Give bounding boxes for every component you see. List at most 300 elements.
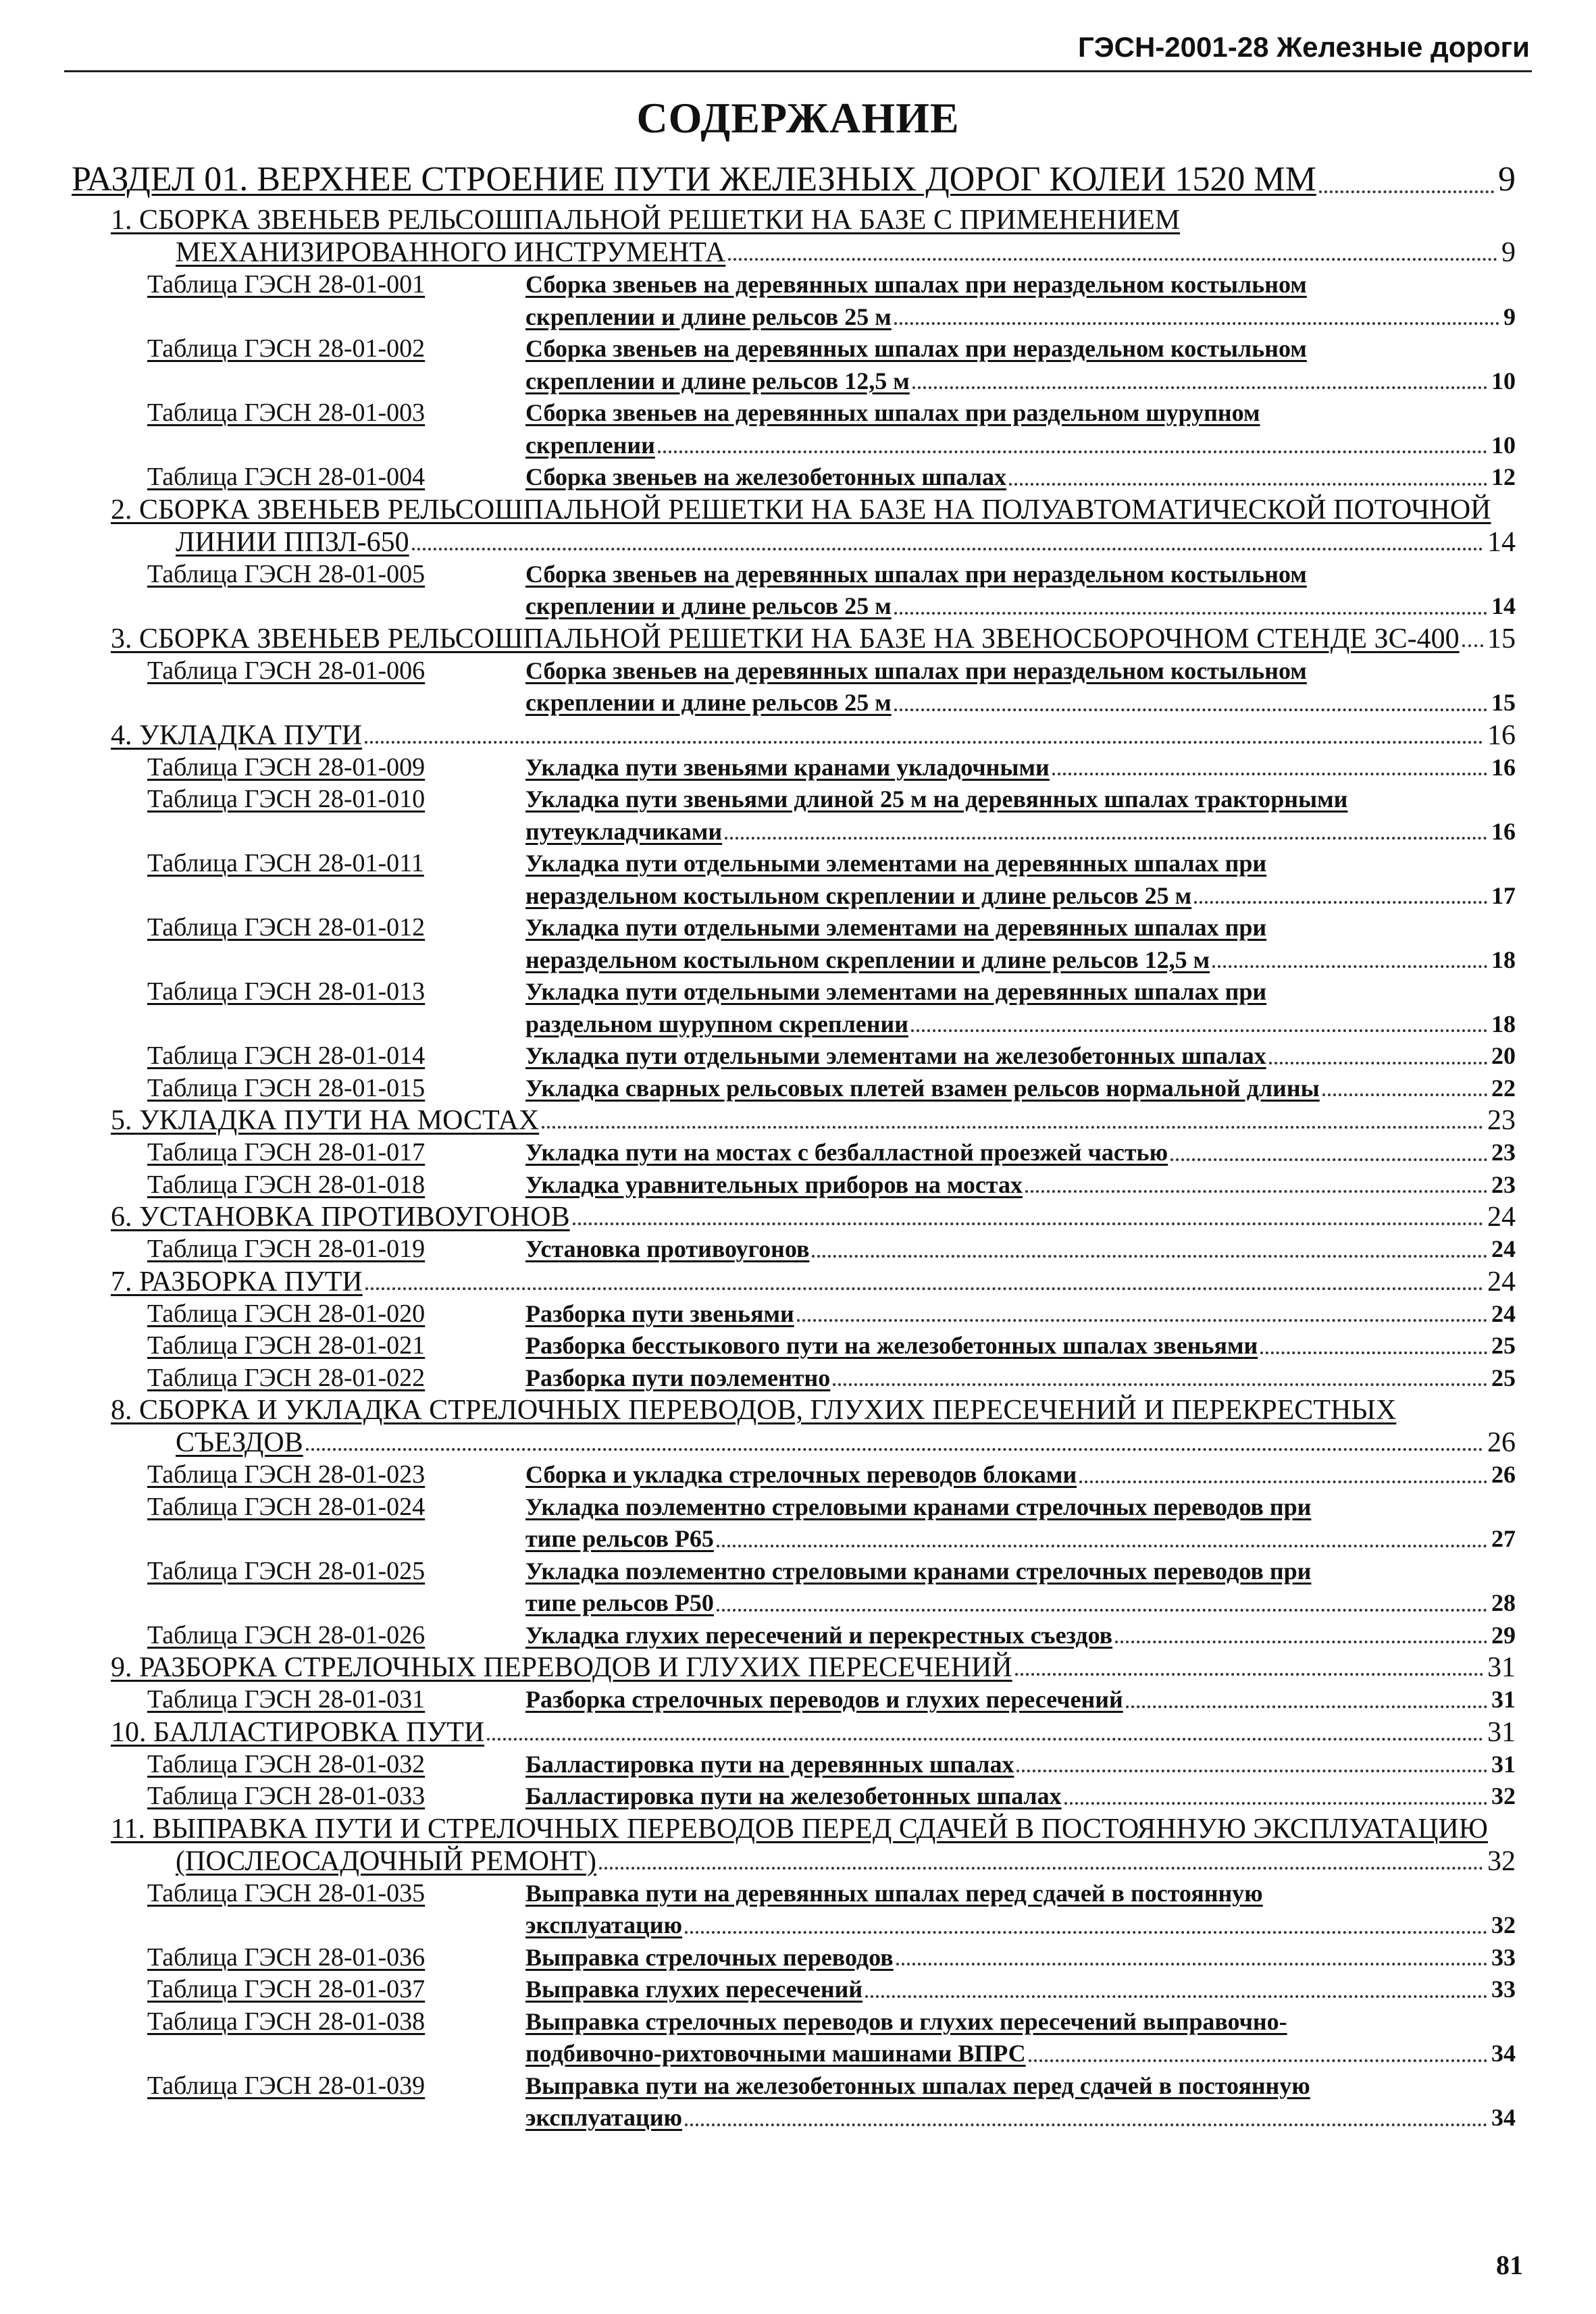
chapter-title-line: ЛИНИИ ППЗЛ-650 <box>176 526 409 558</box>
table-title-line: Укладка глухих пересечений и перекрестных съездов <box>525 1621 1113 1649</box>
dot-leader <box>365 1287 1483 1290</box>
table-title <box>525 269 1516 333</box>
dot-leader <box>1212 965 1487 968</box>
table-title-row <box>525 1169 1516 1202</box>
toc-table-entry[interactable] <box>147 655 1516 719</box>
table-title-row <box>525 1974 1516 2006</box>
table-title <box>525 559 1516 623</box>
dot-leader <box>1194 901 1487 904</box>
table-title-row <box>525 301 1516 334</box>
table-title <box>525 1491 1516 1555</box>
chapter-page: 26 <box>1487 1427 1516 1458</box>
table-title-line: скреплении <box>525 431 655 459</box>
table-page: 25 <box>1491 1364 1516 1391</box>
table-title-line: Разборка стрелочных переводов и глухих пересечений <box>525 1686 1123 1713</box>
table-title <box>525 976 1516 1040</box>
chapter-title-row <box>111 1426 1516 1459</box>
table-page: 23 <box>1491 1139 1516 1166</box>
dot-leader <box>894 709 1487 711</box>
table-title-line: скреплении и длине рельсов 12,5 м <box>525 367 910 394</box>
dot-leader <box>896 1963 1487 1965</box>
dot-leader <box>912 386 1487 389</box>
table-title-line: Укладка поэлементно стреловыми кранами стрелочных переводов при <box>525 1493 1312 1520</box>
toc-table-entry[interactable] <box>147 461 1516 494</box>
table-page: 31 <box>1491 1686 1516 1713</box>
chapter-title-line: 5. УКЛАДКА ПУТИ НА МОСТАХ <box>111 1105 540 1136</box>
table-number: Таблица ГЭСН 28-01-002 <box>147 334 426 363</box>
chapter-title-row <box>111 623 1516 655</box>
chapter-list <box>0 204 1596 2134</box>
table-title <box>525 1942 1516 1974</box>
table-page: 16 <box>1491 753 1516 781</box>
chapter-title-line: 9. РАЗБОРКА СТРЕЛОЧНЫХ ПЕРЕВОДОВ И ГЛУХИХ ПЕРЕСЕЧЕНИЙ <box>111 1652 1012 1683</box>
table-title <box>525 1233 1516 1266</box>
dot-leader <box>1322 1094 1487 1096</box>
table-page: 20 <box>1491 1042 1516 1069</box>
table-title-line: нераздельном костыльном скреплении и длине рельсов 25 м <box>525 881 1192 909</box>
chapter-title-row <box>111 1104 1516 1137</box>
chapter-title-line: СЪЕЗДОВ <box>176 1427 303 1458</box>
toc-table-entry[interactable] <box>147 1169 1516 1202</box>
table-title-line: Выправка стрелочных переводов и глухих пересечений выправочно- <box>525 2007 1287 2035</box>
table-page: 24 <box>1491 1235 1516 1262</box>
dot-leader <box>1126 1705 1487 1708</box>
table-number: Таблица ГЭСН 28-01-038 <box>147 2007 426 2036</box>
table-number: Таблица ГЭСН 28-01-031 <box>147 1685 426 1714</box>
table-title-line: типе рельсов Р65 <box>525 1525 714 1552</box>
chapter-title-line: 2. СБОРКА ЗВЕНЬЕВ РЕЛЬСОШПАЛЬНОЙ РЕШЕТКИ НА БАЗЕ НА ПОЛУАВТОМАТИЧЕСКОЙ ПОТОЧНОЙ <box>111 494 1491 525</box>
table-number: Таблица ГЭСН 28-01-004 <box>147 463 426 491</box>
chapter-page: 23 <box>1487 1105 1516 1136</box>
table-title <box>525 1362 1516 1395</box>
toc-table-entry[interactable] <box>147 333 1516 397</box>
table-title-line: Укладка пути отдельными элементами на деревянных шпалах при <box>525 914 1267 941</box>
dot-leader <box>306 1448 1483 1451</box>
dot-leader <box>1064 1802 1487 1805</box>
toc-table-entry[interactable] <box>147 848 1516 912</box>
toc-chapter-entry[interactable] <box>111 204 1516 269</box>
dot-leader <box>1170 1158 1487 1161</box>
table-title-line: Балластировка пути на деревянных шпалах <box>525 1750 1014 1778</box>
toc-table-entry[interactable] <box>147 269 1516 333</box>
table-number: Таблица ГЭСН 28-01-018 <box>147 1170 426 1199</box>
table-title-row <box>525 752 1516 784</box>
chapter-title-line: 11. ВЫПРАВКА ПУТИ И СТРЕЛОЧНЫХ ПЕРЕВОДОВ ПЕРЕД СДАЧЕЙ В ПОСТОЯННУЮ ЭКСПЛУАТАЦИЮ <box>111 1813 1488 1845</box>
chapter-title-row <box>111 1651 1516 1684</box>
table-page: 33 <box>1491 1943 1516 1971</box>
toc-table-entry[interactable] <box>147 1878 1516 1942</box>
table-page: 23 <box>1491 1171 1516 1198</box>
table-page: 25 <box>1491 1332 1516 1359</box>
table-title <box>525 655 1516 719</box>
table-number: Таблица ГЭСН 28-01-010 <box>147 785 426 813</box>
dot-leader <box>412 548 1483 550</box>
table-title-line: Сборка звеньев на деревянных шпалах при раздельном шурупном <box>525 399 1260 426</box>
table-title-row <box>525 1330 1516 1362</box>
table-title-row <box>525 944 1516 977</box>
table-title-line: Укладка пути на мостах с безбалластной проезжей частью <box>525 1139 1168 1166</box>
dot-leader <box>812 1255 1487 1258</box>
table-title <box>525 397 1516 461</box>
chapter-title-line: 6. УСТАНОВКА ПРОТИВОУГОНОВ <box>111 1202 570 1233</box>
table-title-line: скреплении и длине рельсов 25 м <box>525 592 892 619</box>
table-title <box>525 2006 1516 2070</box>
dot-leader <box>1260 1352 1487 1354</box>
chapter-page: 31 <box>1487 1652 1516 1683</box>
chapter-title-line: 10. БАЛЛАСТИРОВКА ПУТИ <box>111 1716 485 1748</box>
table-number: Таблица ГЭСН 28-01-023 <box>147 1460 426 1489</box>
table-title-line: Укладка пути звеньями длиной 25 м на деревянных шпалах тракторными <box>525 786 1348 813</box>
table-title <box>525 783 1516 848</box>
table-page: 17 <box>1491 881 1516 909</box>
toc-table-entry[interactable] <box>147 1459 1516 1491</box>
table-page: 18 <box>1491 1010 1516 1037</box>
dot-leader <box>365 741 1483 744</box>
table-title-row <box>525 1620 1516 1652</box>
table-number: Таблица ГЭСН 28-01-032 <box>147 1749 426 1778</box>
dot-leader <box>894 322 1499 325</box>
table-title <box>525 1878 1516 1942</box>
table-title-line: Установка противоугонов <box>525 1235 810 1262</box>
table-title <box>525 2070 1516 2134</box>
dot-leader <box>1029 2059 1487 2062</box>
dot-leader <box>833 1383 1487 1386</box>
chapter-page: 24 <box>1487 1266 1516 1297</box>
table-title-row <box>525 880 1516 912</box>
table-number: Таблица ГЭСН 28-01-019 <box>147 1235 426 1263</box>
table-of-contents <box>0 155 1596 2134</box>
table-title-line: Выправка стрелочных переводов <box>525 1943 894 1971</box>
dot-leader <box>717 1609 1487 1612</box>
dot-leader <box>658 451 1487 453</box>
toc-table-entry[interactable] <box>147 1749 1516 1781</box>
header-rule <box>64 70 1532 72</box>
table-title-row <box>525 1749 1516 1781</box>
table-title-line: Укладка пути отдельными элементами на железобетонных шпалах <box>525 1042 1266 1069</box>
table-title-line: путеукладчиками <box>525 817 723 845</box>
table-title-row <box>525 1909 1516 1942</box>
toc-table-entry[interactable] <box>147 752 1516 784</box>
toc-chapter-entry[interactable] <box>111 1716 1516 1749</box>
dot-leader <box>725 837 1487 840</box>
table-title <box>525 1040 1516 1073</box>
chapter-title-row <box>111 719 1516 752</box>
section-page: 9 <box>1498 160 1516 199</box>
table-title-row <box>525 2102 1516 2134</box>
table-page: 18 <box>1491 946 1516 973</box>
table-title <box>525 461 1516 494</box>
dot-leader <box>1269 1062 1487 1064</box>
table-page: 24 <box>1491 1300 1516 1327</box>
table-title-line: Укладка пути отдельными элементами на деревянных шпалах при <box>525 978 1267 1005</box>
table-title-row <box>525 1298 1516 1331</box>
chapter-title-line: 3. СБОРКА ЗВЕНЬЕВ РЕЛЬСОШПАЛЬНОЙ РЕШЕТКИ НА БАЗЕ НА ЗВЕНОСБОРОЧНОМ СТЕНДЕ ЗС-400 <box>111 623 1460 654</box>
table-number: Таблица ГЭСН 28-01-022 <box>147 1363 426 1392</box>
toc-table-entry[interactable] <box>147 1330 1516 1362</box>
toc-table-entry[interactable] <box>147 912 1516 976</box>
dot-leader <box>1462 644 1483 647</box>
table-title-row <box>525 687 1516 719</box>
table-number: Таблица ГЭСН 28-01-012 <box>147 913 426 942</box>
table-title-row <box>525 1942 1516 1974</box>
table-title-row <box>525 816 1516 848</box>
table-page: 14 <box>1491 592 1516 619</box>
table-title-row <box>525 461 1516 494</box>
toc-chapter-entry[interactable] <box>111 1201 1516 1233</box>
chapter-title-line: 8. СБОРКА И УКЛАДКА СТРЕЛОЧНЫХ ПЕРЕВОДОВ, ГЛУХИХ ПЕРЕСЕЧЕНИЙ И ПЕРЕКРЕСТНЫХ <box>111 1395 1397 1426</box>
table-title <box>525 1330 1516 1362</box>
table-title-line: скреплении и длине рельсов 25 м <box>525 689 892 716</box>
toc-table-entry[interactable] <box>147 976 1516 1040</box>
table-number: Таблица ГЭСН 28-01-009 <box>147 752 426 781</box>
table-page: 10 <box>1491 367 1516 394</box>
toc-chapter-entry[interactable] <box>111 1813 1516 1878</box>
table-title-line: Разборка пути звеньями <box>525 1300 794 1327</box>
toc-chapter-entry[interactable] <box>111 1651 1516 1684</box>
toc-table-entry[interactable] <box>147 2006 1516 2070</box>
toc-chapter-entry[interactable] <box>111 719 1516 752</box>
dot-leader <box>894 612 1487 615</box>
table-title-row <box>525 590 1516 623</box>
table-title-line: Сборка звеньев на деревянных шпалах при нераздельном костыльном <box>525 560 1307 588</box>
chapter-title-line: МЕХАНИЗИРОВАННОГО ИНСТРУМЕНТА <box>176 237 726 268</box>
chapter-page: 14 <box>1487 526 1516 558</box>
table-title <box>525 1459 1516 1491</box>
table-page: 32 <box>1491 1782 1516 1809</box>
table-title <box>525 1555 1516 1620</box>
dot-leader <box>1115 1641 1487 1643</box>
table-title-row <box>525 1684 1516 1716</box>
toc-chapter-entry[interactable] <box>111 1104 1516 1137</box>
chapter-page: 9 <box>1501 237 1516 268</box>
dot-leader <box>717 1545 1487 1547</box>
table-page: 34 <box>1491 2104 1516 2131</box>
dot-leader <box>911 1029 1487 1032</box>
chapter-title-line: 1. СБОРКА ЗВЕНЬЕВ РЕЛЬСОШПАЛЬНОЙ РЕШЕТКИ НА БАЗЕ С ПРИМЕНЕНИЕМ <box>111 205 1181 236</box>
toc-table-entry[interactable] <box>147 1073 1516 1105</box>
table-title-row <box>525 1073 1516 1105</box>
chapter-page: 24 <box>1487 1202 1516 1233</box>
table-title-row <box>525 430 1516 462</box>
table-title-row <box>525 2038 1516 2070</box>
table-title-line: Укладка уравнительных приборов на мостах <box>525 1171 1023 1198</box>
table-title-line: Укладка пути звеньями кранами укладочными <box>525 753 1050 781</box>
toc-table-entry[interactable] <box>147 1040 1516 1073</box>
table-page: 34 <box>1491 2040 1516 2067</box>
running-header: ГЭСН-2001-28 Железные дороги <box>1077 31 1530 63</box>
table-title <box>525 1749 1516 1781</box>
table-title-line: Укладка поэлементно стреловыми кранами стрелочных переводов при <box>525 1557 1312 1585</box>
toc-table-entry[interactable] <box>147 1233 1516 1266</box>
toc-chapter-entry[interactable] <box>111 1394 1516 1459</box>
dot-leader <box>1319 190 1494 193</box>
table-title-line: нераздельном костыльном скреплении и длине рельсов 12,5 м <box>525 946 1210 973</box>
table-title <box>525 1298 1516 1331</box>
toc-table-entry[interactable] <box>147 1780 1516 1813</box>
table-number: Таблица ГЭСН 28-01-025 <box>147 1556 426 1585</box>
table-page: 33 <box>1491 1976 1516 2003</box>
table-title-row <box>525 1040 1516 1073</box>
chapter-title-row <box>111 1201 1516 1233</box>
chapter-title-line: 4. УКЛАДКА ПУТИ <box>111 719 363 751</box>
table-title-line: скреплении и длине рельсов 25 м <box>525 303 892 330</box>
toc-chapter-entry[interactable] <box>111 494 1516 559</box>
table-title-line: Сборка звеньев на железобетонных шпалах <box>525 463 1007 490</box>
table-title <box>525 1974 1516 2006</box>
table-page: 29 <box>1491 1621 1516 1649</box>
table-title <box>525 1169 1516 1202</box>
table-title-line: Балластировка пути на железобетонных шпалах <box>525 1782 1062 1809</box>
table-title-row <box>525 1523 1516 1555</box>
table-number: Таблица ГЭСН 28-01-003 <box>147 398 426 427</box>
dot-leader <box>573 1223 1483 1225</box>
toc-table-entry[interactable] <box>147 1555 1516 1620</box>
toc-table-entry[interactable] <box>147 397 1516 461</box>
toc-table-entry[interactable] <box>147 1620 1516 1652</box>
table-number: Таблица ГЭСН 28-01-036 <box>147 1943 426 1972</box>
table-number: Таблица ГЭСН 28-01-006 <box>147 656 426 685</box>
table-title-row <box>525 1008 1516 1041</box>
table-number: Таблица ГЭСН 28-01-020 <box>147 1299 426 1328</box>
table-page: 31 <box>1491 1750 1516 1778</box>
dot-leader <box>487 1738 1483 1741</box>
table-title <box>525 333 1516 397</box>
toc-chapter-entry[interactable] <box>111 1266 1516 1298</box>
table-title-row <box>525 1780 1516 1813</box>
toc-table-entry[interactable] <box>147 1298 1516 1331</box>
table-title-line: Укладка сварных рельсовых плетей взамен рельсов нормальной длины <box>525 1074 1320 1102</box>
dot-leader <box>685 1931 1487 1934</box>
table-title <box>525 1073 1516 1105</box>
table-number: Таблица ГЭСН 28-01-011 <box>147 849 424 877</box>
dot-leader <box>728 258 1497 261</box>
chapter-title-row <box>111 236 1516 269</box>
table-title-line: Разборка пути поэлементно <box>525 1364 831 1391</box>
table-title-line: Сборка звеньев на деревянных шпалах при нераздельном костыльном <box>525 657 1307 684</box>
table-number: Таблица ГЭСН 28-01-015 <box>147 1073 426 1102</box>
table-title-line: Выправка пути на железобетонных шпалах перед сдачей в постоянную <box>525 2072 1310 2099</box>
dot-leader <box>542 1126 1483 1129</box>
toc-chapter-entry[interactable] <box>111 623 1516 655</box>
toc-table-entry[interactable] <box>147 783 1516 848</box>
toc-table-entry[interactable] <box>147 1974 1516 2006</box>
table-title-line: Сборка звеньев на деревянных шпалах при нераздельном костыльном <box>525 335 1307 362</box>
chapter-page: 32 <box>1487 1845 1516 1877</box>
table-title-line: Сборка и укладка стрелочных переводов блоками <box>525 1461 1077 1488</box>
toc-table-entry[interactable] <box>147 1362 1516 1395</box>
chapter-title-row <box>111 1845 1516 1878</box>
toc-table-entry[interactable] <box>147 1684 1516 1716</box>
table-title <box>525 1620 1516 1652</box>
table-title-line: раздельном шурупном скреплении <box>525 1010 908 1037</box>
dot-leader <box>1079 1481 1487 1483</box>
toc-table-entry[interactable] <box>147 1942 1516 1974</box>
chapter-title-row <box>111 1266 1516 1298</box>
page-title: СОДЕРЖАНИЕ <box>636 94 960 142</box>
table-page: 15 <box>1491 689 1516 716</box>
table-number: Таблица ГЭСН 28-01-037 <box>147 1975 426 2003</box>
section-label: РАЗДЕЛ 01. ВЕРХНЕЕ СТРОЕНИЕ ПУТИ ЖЕЛЕЗНЫХ ДОРОГ КОЛЕИ 1520 ММ <box>72 160 1316 199</box>
page-number: 81 <box>1496 2250 1523 2280</box>
table-number: Таблица ГЭСН 28-01-033 <box>147 1782 426 1810</box>
chapter-title-line: 7. РАЗБОРКА ПУТИ <box>111 1266 363 1297</box>
dot-leader <box>1009 483 1487 486</box>
dot-leader <box>1016 1770 1487 1772</box>
chapter-title-row <box>111 1716 1516 1749</box>
table-title-row <box>525 1587 1516 1620</box>
table-title <box>525 1684 1516 1716</box>
toc-table-entry[interactable] <box>147 1491 1516 1555</box>
table-title-line: Разборка бесстыкового пути на железобетонных шпалах звеньями <box>525 1332 1258 1359</box>
table-page: 12 <box>1491 463 1516 490</box>
table-title-row <box>525 1233 1516 1266</box>
table-title-line: Сборка звеньев на деревянных шпалах при нераздельном костыльном <box>525 271 1307 298</box>
table-number: Таблица ГЭСН 28-01-005 <box>147 559 426 588</box>
dot-leader <box>865 1995 1487 1998</box>
dot-leader <box>599 1867 1483 1870</box>
table-page: 16 <box>1491 817 1516 845</box>
table-title-line: эксплуатацию <box>525 2104 683 2131</box>
dot-leader <box>1015 1673 1483 1676</box>
table-number: Таблица ГЭСН 28-01-014 <box>147 1042 426 1070</box>
table-page: 32 <box>1491 1911 1516 1938</box>
toc-table-entry[interactable] <box>147 559 1516 623</box>
chapter-title-row <box>111 526 1516 559</box>
chapter-page: 31 <box>1487 1716 1516 1748</box>
table-page: 9 <box>1503 303 1516 330</box>
table-title-line: эксплуатацию <box>525 1911 683 1938</box>
table-number: Таблица ГЭСН 28-01-013 <box>147 977 426 1006</box>
toc-table-entry[interactable] <box>147 1137 1516 1169</box>
dot-leader <box>1052 773 1487 775</box>
table-title-line: Выправка пути на деревянных шпалах перед сдачей в постоянную <box>525 1879 1263 1907</box>
chapter-page: 15 <box>1487 623 1516 654</box>
table-title-row <box>525 1362 1516 1395</box>
chapter-page: 16 <box>1487 719 1516 751</box>
table-page: 27 <box>1491 1525 1516 1552</box>
table-page: 28 <box>1491 1589 1516 1616</box>
table-title-line: Укладка пути отдельными элементами на деревянных шпалах при <box>525 850 1267 877</box>
table-page: 10 <box>1491 431 1516 459</box>
toc-table-entry[interactable] <box>147 2070 1516 2134</box>
table-page: 26 <box>1491 1461 1516 1488</box>
dot-leader <box>797 1319 1487 1322</box>
table-number: Таблица ГЭСН 28-01-026 <box>147 1620 426 1649</box>
table-title-row <box>525 365 1516 398</box>
table-title-line: подбивочно-рихтовочными машинами ВПРС <box>525 2040 1026 2067</box>
dot-leader <box>1025 1190 1487 1193</box>
toc-section-entry[interactable] <box>72 155 1516 204</box>
table-title-line: Выправка глухих пересечений <box>525 1976 863 2003</box>
table-title <box>525 1137 1516 1169</box>
table-number: Таблица ГЭСН 28-01-039 <box>147 2071 426 2100</box>
table-title <box>525 1780 1516 1813</box>
table-title-row <box>525 1459 1516 1491</box>
dot-leader <box>685 2124 1487 2126</box>
table-number: Таблица ГЭСН 28-01-017 <box>147 1138 426 1166</box>
table-title-row <box>525 1137 1516 1169</box>
table-title <box>525 848 1516 912</box>
table-page: 22 <box>1491 1074 1516 1102</box>
chapter-title-line: (ПОСЛЕОСАДОЧНЫЙ РЕМОНТ) <box>176 1845 597 1877</box>
table-title-line: типе рельсов Р50 <box>525 1589 714 1616</box>
table-number: Таблица ГЭСН 28-01-001 <box>147 270 426 299</box>
table-number: Таблица ГЭСН 28-01-024 <box>147 1492 426 1521</box>
table-number: Таблица ГЭСН 28-01-021 <box>147 1331 426 1360</box>
table-title <box>525 912 1516 976</box>
table-title <box>525 752 1516 784</box>
table-number: Таблица ГЭСН 28-01-035 <box>147 1878 426 1907</box>
